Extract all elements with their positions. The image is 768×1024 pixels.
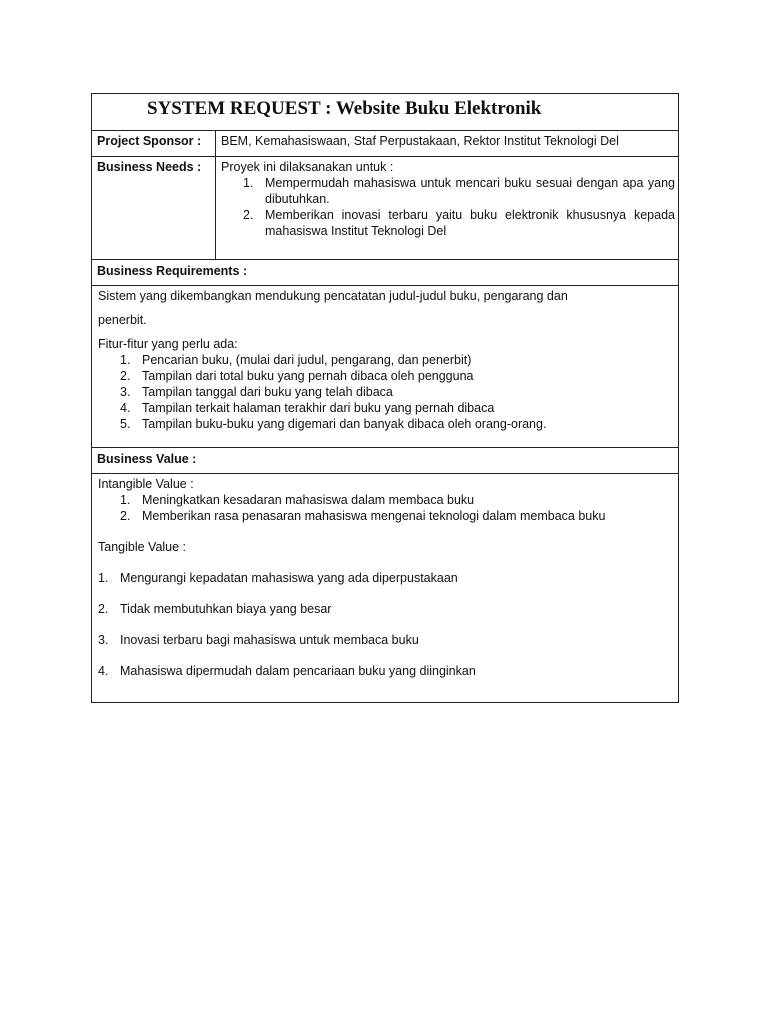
- item-number: 2.: [120, 509, 131, 523]
- item-number: 1.: [243, 176, 254, 190]
- requirements-line-1: Sistem yang dikembangkan mendukung pencatatan judul-judul buku, pengarang dan: [98, 289, 568, 303]
- list-item: [221, 175, 675, 207]
- list-item: [98, 663, 672, 679]
- business-needs-list: [221, 175, 675, 239]
- document-title: SYSTEM REQUEST : Website Buku Elektronik: [147, 98, 542, 119]
- business-needs-value: [216, 157, 678, 259]
- item-text: Tampilan terkait halaman terakhir dari buku yang pernah dibaca: [142, 401, 495, 415]
- business-value-content: [92, 474, 678, 702]
- item-text: Memberikan inovasi terbaru yaitu buku elektronik khususnya kepada mahasiswa Institut Teknologi Del: [265, 208, 675, 238]
- list-item: [98, 601, 672, 617]
- business-value-header: Business Value :: [92, 448, 678, 474]
- item-number: 2.: [243, 208, 254, 222]
- intangible-value-label: Intangible Value :: [98, 477, 194, 491]
- list-item: [98, 632, 672, 648]
- list-item: [98, 400, 672, 416]
- item-number: 1.: [120, 493, 131, 507]
- item-text: Inovasi terbaru bagi mahasiswa untuk membaca buku: [120, 633, 419, 647]
- item-text: Mengurangi kepadatan mahasiswa yang ada diperpustakaan: [120, 571, 458, 585]
- list-item: [98, 368, 672, 384]
- item-text: Mempermudah mahasiswa untuk mencari buku sesuai dengan apa yang dibutuhkan.: [265, 176, 675, 206]
- features-intro: Fitur-fitur yang perlu ada:: [98, 337, 238, 351]
- business-requirements-header: Business Requirements :: [92, 260, 678, 286]
- list-item: [98, 570, 672, 586]
- item-number: 2.: [98, 602, 109, 616]
- item-text: Mahasiswa dipermudah dalam pencariaan buku yang diinginkan: [120, 664, 476, 678]
- requirements-line-2: penerbit.: [98, 313, 147, 327]
- item-number: 1.: [98, 571, 109, 585]
- item-text: Memberikan rasa penasaran mahasiswa mengenai teknologi dalam membaca buku: [142, 509, 606, 523]
- list-item: [98, 508, 672, 524]
- system-request-table: [91, 93, 679, 703]
- item-text: Tampilan buku-buku yang digemari dan banyak dibaca oleh orang-orang.: [142, 417, 547, 431]
- item-number: 4.: [120, 401, 131, 415]
- item-text: Meningkatkan kesadaran mahasiswa dalam membaca buku: [142, 493, 475, 507]
- item-text: Tampilan tanggal dari buku yang telah dibaca: [142, 385, 393, 399]
- list-item: [98, 416, 672, 432]
- item-number: 2.: [120, 369, 131, 383]
- intangible-value-list: [98, 492, 672, 524]
- business-requirements-content: [92, 286, 678, 448]
- list-item: [98, 384, 672, 400]
- list-item: [98, 352, 672, 368]
- project-sponsor-label: Project Sponsor :: [92, 131, 216, 156]
- item-number: 5.: [120, 417, 131, 431]
- item-number: 3.: [98, 633, 109, 647]
- project-sponsor-value: BEM, Kemahasiswaan, Staf Perpustakaan, Rektor Institut Teknologi Del: [221, 134, 619, 148]
- list-item: [98, 492, 672, 508]
- business-needs-intro: Proyek ini dilaksanakan untuk :: [221, 160, 394, 174]
- tangible-value-list: [98, 570, 672, 679]
- features-list: [98, 352, 672, 432]
- item-text: Pencarian buku, (mulai dari judul, pengarang, dan penerbit): [142, 353, 472, 367]
- item-number: 1.: [120, 353, 131, 367]
- business-needs-label: Business Needs :: [92, 157, 216, 259]
- project-sponsor-row: [92, 131, 678, 157]
- list-item: [221, 207, 675, 239]
- item-text: Tidak membutuhkan biaya yang besar: [120, 602, 332, 616]
- tangible-value-label: Tangible Value :: [98, 540, 187, 554]
- item-text: Tampilan dari total buku yang pernah dibaca oleh pengguna: [142, 369, 474, 383]
- item-number: 3.: [120, 385, 131, 399]
- business-needs-row: [92, 157, 678, 260]
- item-number: 4.: [98, 664, 109, 678]
- title-row: [92, 94, 678, 131]
